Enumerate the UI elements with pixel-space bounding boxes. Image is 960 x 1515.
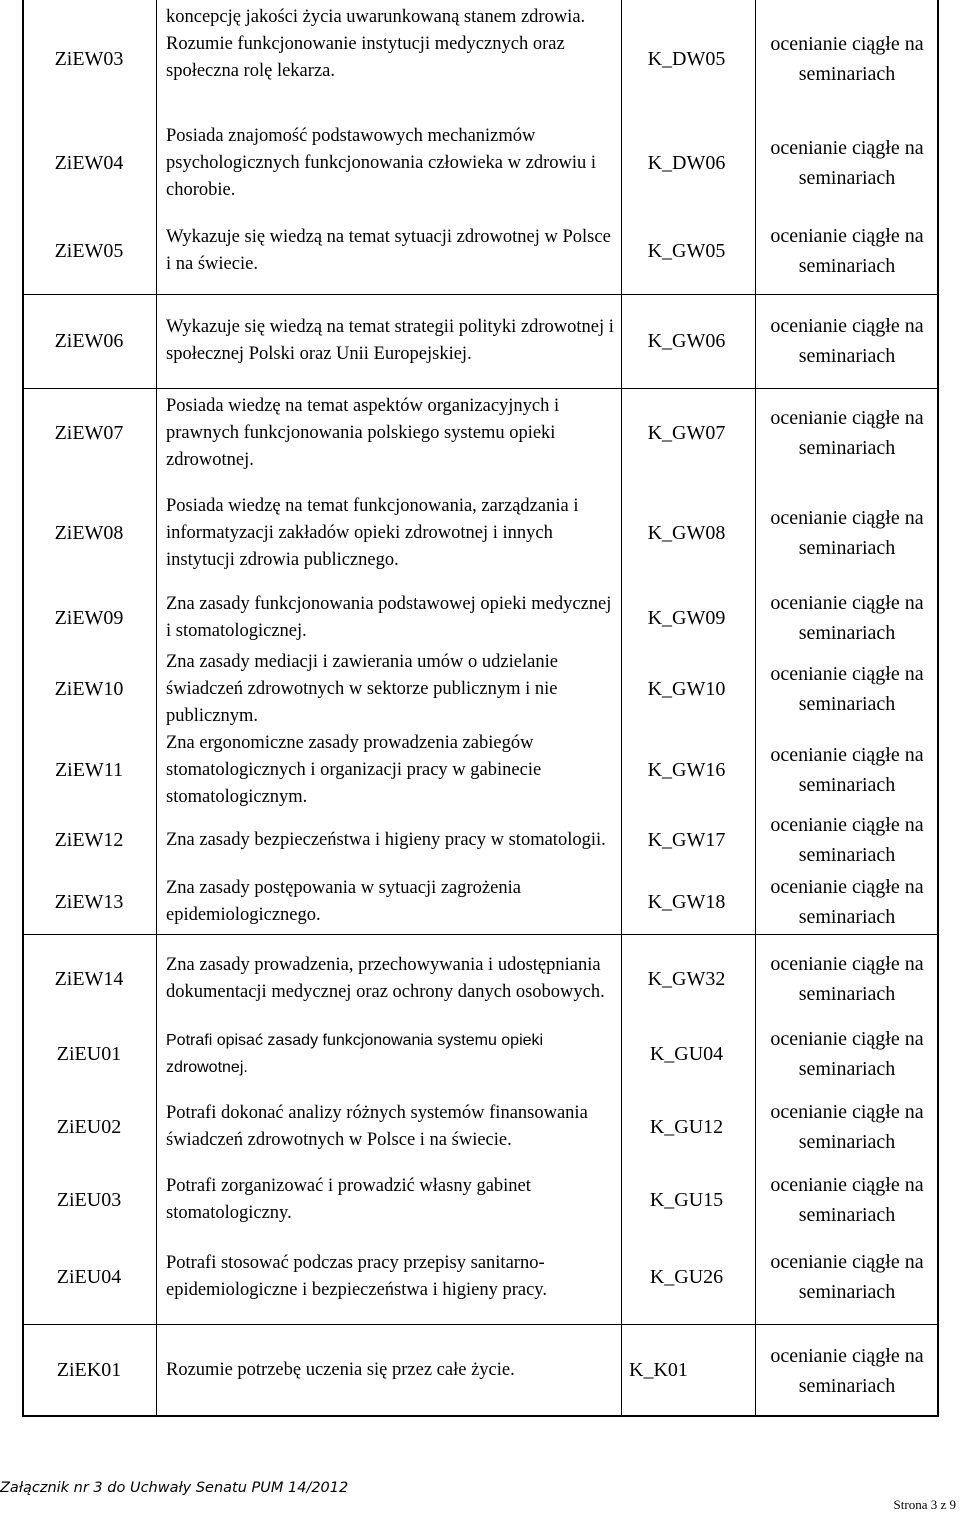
outcome-description (166, 1324, 621, 1417)
table-row (22, 1324, 939, 1417)
table-row (22, 0, 939, 118)
outcome-description (166, 1024, 621, 1084)
verification-method-text: ocenianie ciągłe na seminariach (770, 953, 924, 1005)
verification-method (757, 934, 937, 1024)
table-row (22, 294, 939, 388)
directional-effect-text: K_GW10 (647, 677, 726, 700)
outcome-description (166, 0, 621, 118)
outcome-code-text: ZiEK01 (56, 1359, 122, 1381)
outcome-code-text: ZiEU03 (56, 1188, 122, 1211)
table-row (22, 208, 939, 294)
outcome-description (166, 388, 621, 478)
outcome-code-text: ZiEW08 (54, 521, 124, 544)
outcome-code (22, 1230, 156, 1324)
directional-effect-text: K_DW05 (647, 47, 726, 70)
outcome-description (166, 118, 621, 208)
verification-method (757, 388, 937, 478)
outcome-code (22, 648, 156, 730)
directional-effect (619, 118, 754, 208)
outcome-code (22, 478, 156, 588)
directional-effect (619, 294, 754, 388)
verification-method-text: ocenianie ciągłe na seminariach (770, 744, 924, 796)
outcome-code (22, 730, 156, 810)
outcome-description (166, 1084, 621, 1170)
verification-method (757, 1170, 937, 1230)
directional-effect-text: K_GW32 (647, 967, 726, 990)
verification-method-text: ocenianie ciągłe na seminariach (770, 663, 924, 715)
outcome-description (166, 730, 621, 810)
outcome-code (22, 1024, 156, 1084)
outcome-code-text: ZiEW14 (54, 967, 124, 990)
table-row (22, 588, 939, 648)
outcome-code (22, 1170, 156, 1230)
directional-effect (619, 934, 754, 1024)
outcome-code-text: ZiEU01 (56, 1042, 122, 1065)
verification-method (757, 870, 937, 934)
directional-effect-text: K_GW18 (647, 890, 726, 913)
outcome-code-text: ZiEW07 (54, 421, 124, 444)
table-row (22, 648, 939, 730)
outcome-code-text: ZiEW13 (54, 890, 124, 913)
verification-method-text: ocenianie ciągłe na seminariach (770, 1174, 924, 1226)
verification-method (757, 208, 937, 294)
outcome-code (22, 870, 156, 934)
table-row (22, 810, 939, 870)
verification-method-text: ocenianie ciągłe na seminariach (770, 1344, 924, 1397)
page-number: Strona 3 z 9 (893, 1497, 956, 1512)
verification-method-text: ocenianie ciągłe na seminariach (770, 507, 924, 559)
outcome-description (166, 478, 621, 588)
verification-method-text: ocenianie ciągłe na seminariach (770, 1028, 924, 1080)
directional-effect (619, 0, 754, 118)
directional-effect (619, 588, 754, 648)
directional-effect (619, 208, 754, 294)
verification-method-text: ocenianie ciągłe na seminariach (770, 137, 924, 189)
outcome-code-text: ZiEU02 (56, 1115, 122, 1138)
table-row (22, 730, 939, 810)
outcome-description (166, 1230, 621, 1324)
outcome-code (22, 1084, 156, 1170)
outcome-code (22, 294, 156, 388)
directional-effect-text: K_GU26 (649, 1265, 724, 1288)
outcome-code-text: ZiEU04 (56, 1265, 122, 1288)
table-row (22, 478, 939, 588)
outcome-description-text: koncepcję jakości życia uwarunkowaną stanem zdrowia. Rozumie funkcjonowanie instytucji medycznych oraz społeczna rolę lekarza. (166, 7, 586, 81)
verification-method-text: ocenianie ciągłe na seminariach (770, 1101, 924, 1153)
directional-effect (619, 1324, 754, 1417)
verification-method (757, 810, 937, 870)
directional-effect-text: K_K01 (629, 1359, 688, 1381)
directional-effect-text: K_GW08 (647, 521, 726, 544)
verification-method-text: ocenianie ciągłe na seminariach (770, 225, 924, 277)
verification-method (757, 478, 937, 588)
annex-footer: Załącznik nr 3 do Uchwały Senatu PUM 14/2012 (0, 1480, 349, 1496)
outcome-description-text: Wykazuje się wiedzą na temat strategii polityki zdrowotnej i społecznej Polski oraz Unii Europejskiej. (166, 317, 614, 364)
directional-effect (619, 730, 754, 810)
table-row (22, 870, 939, 934)
directional-effect (619, 870, 754, 934)
verification-method (757, 294, 937, 388)
outcome-code (22, 934, 156, 1024)
directional-effect (619, 1024, 754, 1084)
outcome-code-text: ZiEW09 (54, 606, 124, 629)
table-row (22, 934, 939, 1024)
outcome-description (166, 208, 621, 294)
table-row (22, 118, 939, 208)
outcome-code (22, 810, 156, 870)
verification-method (757, 1324, 937, 1417)
outcome-description-text: Wykazuje się wiedzą na temat sytuacji zdrowotnej w Polsce i na świecie. (166, 227, 611, 274)
outcome-code-text: ZiEW11 (54, 758, 124, 781)
table-row (22, 1230, 939, 1324)
table-row (22, 1024, 939, 1084)
verification-method-text: ocenianie ciągłe na seminariach (770, 33, 924, 85)
outcome-code-text: ZiEW12 (54, 828, 124, 851)
table-row (22, 1084, 939, 1170)
outcome-description-text: Zna zasady postępowania w sytuacji zagrożenia epidemiologicznego. (166, 878, 521, 925)
verification-method (757, 1084, 937, 1170)
outcome-description-text: Zna zasady mediacji i zawierania umów o udzielanie świadczeń zdrowotnych w sektorze publicznym i nie publicznym. (166, 651, 558, 726)
directional-effect (619, 388, 754, 478)
table-row (22, 388, 939, 478)
verification-method (757, 730, 937, 810)
directional-effect-text: K_GW17 (647, 828, 726, 851)
directional-effect (619, 478, 754, 588)
outcome-description-text: Zna zasady bezpieczeństwa i higieny pracy w stomatologii. (166, 829, 606, 850)
outcome-description-text: Zna zasady funkcjonowania podstawowej opieki medycznej i stomatologicznej. (166, 594, 612, 641)
directional-effect (619, 1084, 754, 1170)
verification-method-text: ocenianie ciągłe na seminariach (770, 407, 924, 459)
outcome-description-text: Posiada wiedzę na temat funkcjonowania, zarządzania i informatyzacji zakładów opieki zdrowotnej i innych instytucji zdrowia publicznego. (166, 495, 579, 570)
verification-method (757, 1024, 937, 1084)
outcome-code (22, 1324, 156, 1417)
outcome-description-text: Posiada znajomość podstawowych mechanizmów psychologicznych funkcjonowania człowieka w zdrowiu i chorobie. (166, 125, 596, 200)
table-row (22, 1170, 939, 1230)
outcome-description-text: Potrafi opisać zasady funkcjonowania systemu opieki zdrowotnej. (166, 1032, 544, 1076)
directional-effect-text: K_GW07 (647, 421, 726, 444)
verification-method-text: ocenianie ciągłe na seminariach (770, 876, 924, 928)
outcome-code (22, 208, 156, 294)
verification-method-text: ocenianie ciągłe na seminariach (770, 315, 924, 367)
verification-method (757, 1230, 937, 1324)
outcome-code (22, 388, 156, 478)
outcome-description (166, 810, 621, 870)
directional-effect (619, 1230, 754, 1324)
verification-method-text: ocenianie ciągłe na seminariach (770, 1251, 924, 1303)
directional-effect-text: K_GU15 (649, 1188, 724, 1211)
outcome-description-text: Potrafi stosować podczas pracy przepisy sanitarno-epidemiologiczne i bezpieczeństwa i higieny pracy. (166, 1253, 547, 1300)
directional-effect-text: K_GU04 (649, 1042, 724, 1065)
outcome-code-text: ZiEW05 (54, 239, 124, 262)
directional-effect-text: K_GW05 (647, 239, 726, 262)
outcome-code-text: ZiEW03 (54, 47, 124, 70)
directional-effect-text: K_GU12 (649, 1115, 724, 1138)
verification-method (757, 118, 937, 208)
outcome-description-text: Rozumie potrzebę uczenia się przez całe życie. (166, 1360, 515, 1380)
outcome-code-text: ZiEW10 (54, 677, 124, 700)
directional-effect (619, 1170, 754, 1230)
outcome-description (166, 1170, 621, 1230)
directional-effect (619, 648, 754, 730)
outcome-description-text: Posiada wiedzę na temat aspektów organizacyjnych i prawnych funkcjonowania polskiego systemu opieki zdrowotnej. (166, 395, 560, 470)
outcome-code (22, 0, 156, 118)
outcome-code-text: ZiEW04 (54, 151, 124, 174)
directional-effect-text: K_GW06 (647, 329, 726, 352)
verification-method-text: ocenianie ciągłe na seminariach (770, 814, 924, 866)
directional-effect-text: K_GW09 (647, 606, 726, 629)
outcome-description (166, 588, 621, 648)
outcome-description-text: Potrafi zorganizować i prowadzić własny gabinet stomatologiczny. (166, 1176, 531, 1223)
verification-method-text: ocenianie ciągłe na seminariach (770, 592, 924, 644)
outcome-description (166, 934, 621, 1024)
outcome-description (166, 648, 621, 730)
verification-method (757, 648, 937, 730)
outcome-description (166, 294, 621, 388)
outcome-description (166, 870, 621, 934)
outcome-description-text: Zna zasady prowadzenia, przechowywania i udostępniania dokumentacji medycznej oraz ochrony danych osobowych. (166, 955, 605, 1002)
outcome-code-text: ZiEW06 (54, 329, 124, 352)
verification-method (757, 588, 937, 648)
outcome-description-text: Zna ergonomiczne zasady prowadzenia zabiegów stomatologicznych i organizacji pracy w gabinecie stomatologicznym. (166, 732, 542, 807)
directional-effect-text: K_DW06 (647, 151, 726, 174)
directional-effect (619, 810, 754, 870)
outcome-code (22, 588, 156, 648)
outcome-description-text: Potrafi dokonać analizy różnych systemów finansowania świadczeń zdrowotnych w Polsce i na świecie. (166, 1103, 588, 1150)
verification-method (757, 0, 937, 118)
outcome-code (22, 118, 156, 208)
directional-effect-text: K_GW16 (647, 758, 726, 781)
